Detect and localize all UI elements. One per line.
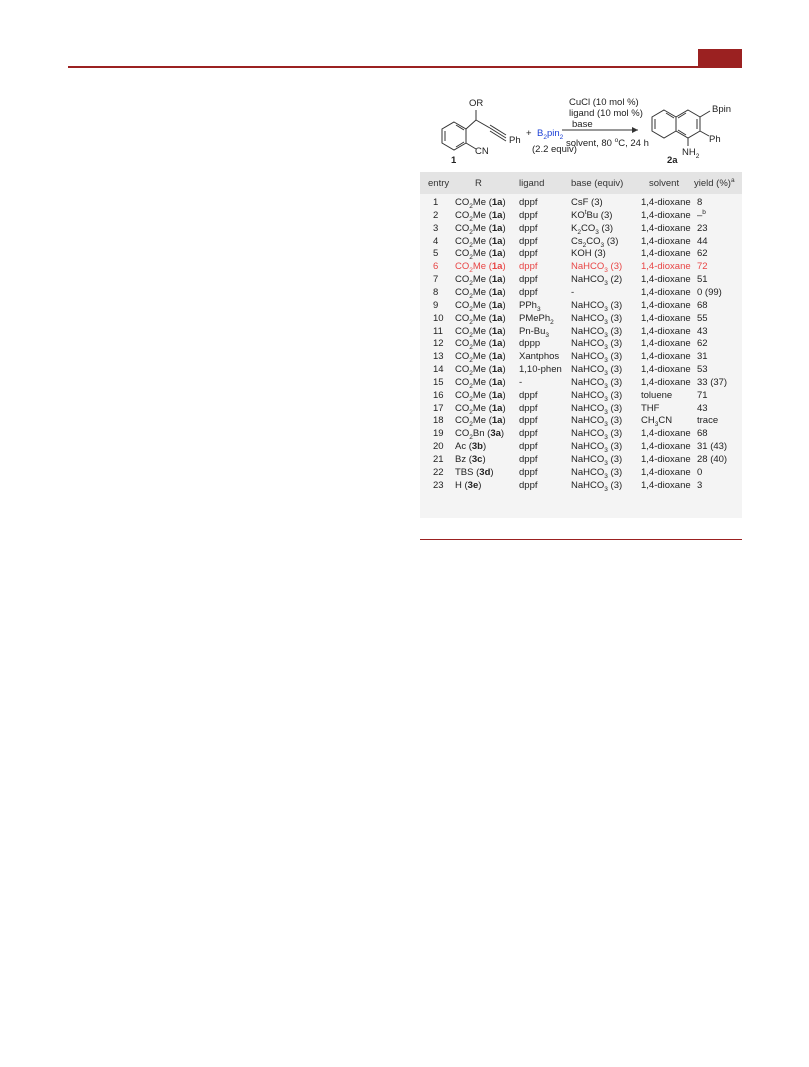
cell-entry: 19: [433, 428, 444, 440]
condition-base: base: [572, 119, 593, 130]
cell-entry: 3: [433, 222, 439, 234]
cell-entry: 20: [433, 441, 444, 453]
cell-ligand: dppf: [519, 209, 538, 221]
substrate-cn-label: CN: [475, 146, 489, 157]
cell-ligand: dppf: [519, 428, 538, 440]
cell-r-group: Bz (3c): [455, 454, 486, 465]
cell-r-group: $CO_2Me$ (1a): [455, 235, 506, 249]
cell-yield: 3: [697, 479, 703, 491]
cell-entry: 12: [433, 338, 444, 350]
cell-solvent: 1,4-dioxane: [641, 248, 691, 260]
cell-entry: 10: [433, 312, 444, 324]
cell-base: NaHCO$_3$ (3): [571, 428, 623, 442]
cell-r-group: $CO_2Me$ (1a): [455, 325, 506, 339]
cell-entry: 21: [433, 454, 444, 465]
cell-solvent: 1,4-dioxane: [641, 312, 691, 324]
cell-base: NaHCO$_3$ (3): [571, 299, 623, 313]
cell-solvent: 1,4-dioxane: [641, 286, 691, 298]
header-yield: yield (%)$^a$: [694, 176, 735, 189]
cell-ligand: dppf: [519, 466, 538, 478]
cell-solvent: 1,4-dioxane: [641, 209, 691, 221]
cell-yield: 0 (99): [697, 286, 722, 298]
cell-solvent: 1,4-dioxane: [641, 274, 691, 286]
cell-ligand: dppf: [519, 235, 538, 247]
cell-base: NaHCO$_3$ (3): [571, 261, 623, 275]
cell-base: NaHCO$_3$ (2): [571, 274, 623, 287]
cell-yield: 53: [697, 364, 708, 376]
cell-entry: 1: [433, 197, 439, 208]
cell-entry: 6: [433, 261, 439, 273]
cell-base: NaHCO$_3$ (3): [571, 338, 623, 352]
cell-r-group: $CO_2Bn$ (3a): [455, 428, 505, 442]
cell-entry: 4: [433, 235, 439, 247]
cell-r-group: H (3e): [455, 479, 482, 491]
cell-ligand: dppf: [519, 441, 538, 453]
cell-yield: 43: [697, 402, 708, 414]
cell-ligand: dppf: [519, 248, 538, 260]
substrate-compound-number: 1: [451, 155, 457, 166]
cell-entry: 11: [433, 325, 443, 337]
cell-yield: 68: [697, 299, 708, 311]
cell-solvent: 1,4-dioxane: [641, 454, 691, 465]
cell-solvent: 1,4-dioxane: [641, 299, 691, 311]
cell-r-group: TBS (3d): [455, 466, 494, 478]
cell-solvent: 1,4-dioxane: [641, 222, 691, 234]
footer-rule: [420, 539, 742, 540]
cell-r-group: $CO_2Me$ (1a): [455, 248, 506, 262]
cell-ligand: dppf: [519, 261, 538, 273]
cell-ligand: dppf: [519, 402, 538, 414]
header-r: R: [475, 178, 482, 189]
cell-entry: 18: [433, 415, 444, 427]
header-tab: [698, 49, 742, 66]
cell-base: $Cs_2CO_3$ (3): [571, 235, 619, 249]
reaction-scheme: [420, 88, 742, 170]
cell-ligand: PMePh$_2$: [519, 312, 554, 326]
cell-ligand: dppf: [519, 274, 538, 286]
cell-r-group: $CO_2Me$ (1a): [455, 197, 506, 210]
cell-base: NaHCO$_3$ (3): [571, 466, 623, 480]
reagent-equiv: (2.2 equiv): [532, 144, 577, 155]
cell-yield: 28 (40): [697, 454, 728, 465]
cell-base: CsF (3): [571, 197, 603, 208]
cell-r-group: Ac (3b): [455, 441, 487, 453]
product-ring-right: [676, 110, 700, 138]
cell-entry: 8: [433, 286, 439, 298]
cell-base: NaHCO$_3$ (3): [571, 441, 623, 455]
cell-ligand: dppf: [519, 286, 538, 298]
cell-solvent: 1,4-dioxane: [641, 338, 691, 350]
cell-base: NaHCO$_3$ (3): [571, 325, 623, 339]
cell-yield: 31: [697, 351, 708, 363]
cell-r-group: $CO_2Me$ (1a): [455, 415, 506, 429]
cell-ligand: dppf: [519, 197, 538, 208]
cell-r-group: $CO_2Me$ (1a): [455, 402, 506, 416]
cell-base: NaHCO$_3$ (3): [571, 402, 623, 416]
product-compound-number: 2a: [667, 155, 678, 166]
cell-ligand: Xantphos: [519, 351, 560, 363]
cell-yield: 33 (37): [697, 376, 728, 388]
cell-solvent: THF: [641, 402, 660, 414]
cell-yield: 72: [697, 261, 708, 273]
cell-ligand: dppf: [519, 222, 538, 234]
substrate-or-label: OR: [469, 98, 484, 109]
cell-ligand: PPh$_3$: [519, 299, 541, 313]
cell-entry: 13: [433, 351, 444, 363]
header-entry: entry: [428, 178, 450, 189]
cell-r-group: $CO_2Me$ (1a): [455, 364, 506, 377]
cell-ligand: $Pn-Bu_3$: [519, 325, 550, 339]
cell-solvent: 1,4-dioxane: [641, 441, 691, 453]
cell-r-group: $CO_2Me$ (1a): [455, 261, 506, 275]
cell-yield: trace: [697, 415, 719, 427]
cell-yield: 44: [697, 235, 708, 247]
cell-ligand: dppf: [519, 479, 538, 491]
cell-base: NaHCO$_3$ (3): [571, 454, 623, 467]
cell-solvent: 1,4-dioxane: [641, 261, 691, 273]
cell-yield: 43: [697, 325, 708, 337]
cell-entry: 9: [433, 299, 439, 311]
cell-yield: 0: [697, 466, 703, 478]
cell-base: NaHCO$_3$ (3): [571, 389, 623, 403]
reagent-b2pin2: $B_2pin_2$: [537, 128, 564, 141]
cell-r-group: $CO_2Me$ (1a): [455, 274, 506, 287]
product-ring-left: [652, 110, 676, 138]
substrate-ph-label: Ph: [509, 135, 521, 146]
header-base: base (equiv): [571, 178, 624, 189]
header-ligand: ligand: [519, 178, 545, 189]
cell-entry: 14: [433, 364, 444, 376]
cell-yield: 8: [697, 197, 703, 208]
cell-base: NaHCO$_3$ (3): [571, 415, 623, 429]
cell-solvent: 1,4-dioxane: [641, 466, 691, 478]
cell-yield: 51: [697, 274, 708, 286]
cell-solvent: 1,4-dioxane: [641, 479, 691, 491]
cell-r-group: $CO_2Me$ (1a): [455, 312, 506, 326]
cell-solvent: 1,4-dioxane: [641, 351, 691, 363]
cell-base: KOH (3): [571, 248, 606, 260]
cell-yield: 23: [697, 222, 708, 234]
cell-yield: 31 (43): [697, 441, 728, 453]
cell-base: NaHCO$_3$ (3): [571, 312, 623, 326]
cell-ligand: -: [519, 376, 523, 388]
cell-r-group: $CO_2Me$ (1a): [455, 338, 506, 352]
substrate-benzene-ring: [442, 122, 466, 150]
cell-ligand: 1,10-phen: [519, 364, 562, 376]
cell-base: NaHCO$_3$ (3): [571, 364, 623, 377]
cell-r-group: $CO_2Me$ (1a): [455, 209, 506, 223]
cell-solvent: 1,4-dioxane: [641, 197, 691, 208]
cell-solvent: 1,4-dioxane: [641, 325, 691, 337]
cell-solvent: $CH_3CN$: [641, 415, 673, 429]
cell-entry: 23: [433, 479, 444, 491]
condition-solvent-temp: solvent, 80 $^o$C, 24 h: [566, 136, 649, 149]
header-rule: [68, 66, 742, 68]
cell-entry: 7: [433, 274, 439, 286]
cell-base: $K_2CO_3$ (3): [571, 222, 614, 236]
cell-r-group: $CO_2Me$ (1a): [455, 299, 506, 313]
cell-ligand: dppf: [519, 389, 538, 401]
cell-solvent: 1,4-dioxane: [641, 428, 691, 440]
cell-entry: 2: [433, 209, 439, 221]
condition-ligand: ligand (10 mol %): [569, 108, 643, 119]
cell-base: NaHCO$_3$ (3): [571, 479, 623, 493]
header-solvent: solvent: [649, 178, 680, 189]
cell-entry: 17: [433, 402, 444, 414]
cell-entry: 5: [433, 248, 439, 260]
cell-r-group: $CO_2Me$ (1a): [455, 376, 506, 390]
product-nh2-label: $NH_2$: [682, 147, 700, 160]
cell-r-group: $CO_2Me$ (1a): [455, 351, 506, 365]
cell-solvent: 1,4-dioxane: [641, 364, 691, 376]
optimization-table: [420, 172, 742, 518]
product-ph-label: Ph: [709, 134, 721, 145]
cell-base: $KO^tBu$ (3): [571, 208, 613, 221]
cell-r-group: $CO_2Me$ (1a): [455, 222, 506, 236]
cell-yield: 55: [697, 312, 708, 324]
cell-ligand: dppf: [519, 415, 538, 427]
cell-yield: –$^b$: [697, 208, 706, 221]
cell-entry: 15: [433, 376, 444, 388]
cell-r-group: $CO_2Me$ (1a): [455, 389, 506, 403]
cell-yield: 62: [697, 248, 708, 260]
cell-yield: 68: [697, 428, 708, 440]
cell-base: NaHCO$_3$ (3): [571, 376, 623, 390]
cell-entry: 22: [433, 466, 444, 478]
cell-solvent: 1,4-dioxane: [641, 376, 691, 388]
cell-base: -: [571, 286, 575, 298]
cell-r-group: $CO_2Me$ (1a): [455, 286, 506, 300]
cell-solvent: 1,4-dioxane: [641, 235, 691, 247]
cell-yield: 71: [697, 389, 708, 401]
cell-base: NaHCO$_3$ (3): [571, 351, 623, 365]
plus-sign: +: [526, 128, 532, 139]
cell-solvent: toluene: [641, 389, 673, 401]
product-bpin-label: Bpin: [712, 104, 732, 115]
condition-catalyst: CuCl (10 mol %): [569, 97, 639, 108]
cell-entry: 16: [433, 389, 444, 401]
cell-ligand: dppf: [519, 454, 538, 465]
cell-ligand: dppp: [519, 338, 541, 350]
cell-yield: 62: [697, 338, 708, 350]
